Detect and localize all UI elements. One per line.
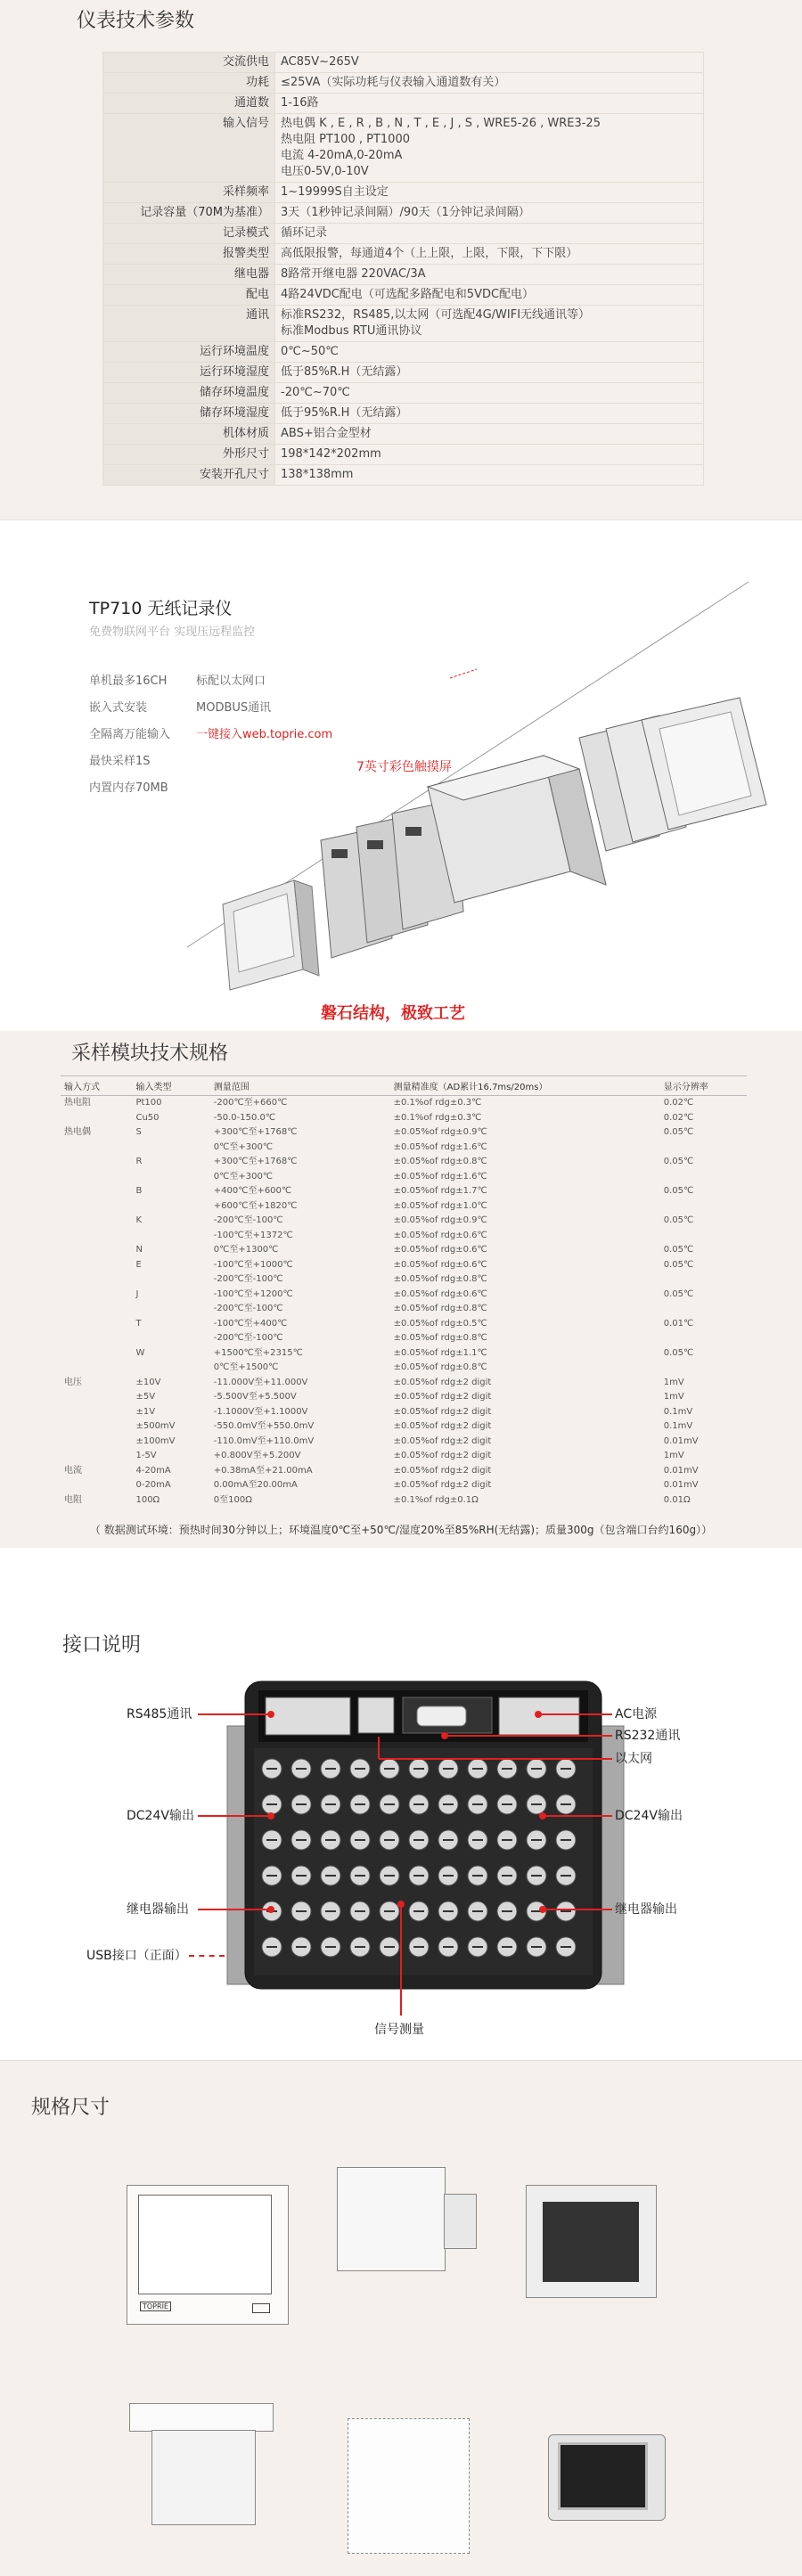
module-cell: ±0.05%of rdg±1.7℃ xyxy=(393,1186,487,1196)
module-cell: ±5V xyxy=(135,1392,156,1402)
module-cell: ±0.05%of rdg±0.9℃ xyxy=(393,1215,487,1225)
module-cell xyxy=(660,1361,747,1376)
module-cell: Pt100 xyxy=(135,1098,162,1108)
spec-key: 输入信号 xyxy=(103,114,275,183)
module-cell: Cu50 xyxy=(135,1112,160,1123)
spec-key: 继电器 xyxy=(103,265,275,285)
spec-value: 低于95%R.H（无结露） xyxy=(275,404,704,424)
module-cell: 0.1mV xyxy=(663,1421,693,1431)
module-cell: ±0.05%of rdg±0.8℃ xyxy=(393,1274,487,1284)
back-plates xyxy=(579,698,766,851)
spec-value: AC85V~265V xyxy=(275,53,704,73)
module-cell: 电流 xyxy=(64,1465,82,1476)
module-cell: +300℃至+1768℃ xyxy=(213,1127,298,1137)
spec-row xyxy=(103,265,704,285)
feature-item: 单机最多16CH xyxy=(89,675,168,688)
spec-value: ABS+铝合金型材 xyxy=(275,424,704,445)
module-title: 采样模块技术规格 xyxy=(71,1043,229,1065)
module-cell xyxy=(132,1199,209,1214)
module-cell xyxy=(132,1170,209,1185)
spec-value: 1-16路 xyxy=(275,94,704,114)
spec-row xyxy=(103,306,704,342)
module-cell: ±0.05%of rdg±1.0℃ xyxy=(393,1200,487,1211)
spec-row xyxy=(103,404,704,424)
module-row xyxy=(61,1449,747,1464)
module-cell: B xyxy=(135,1186,143,1196)
module-cell: ±0.1%of rdg±0.3℃ xyxy=(393,1112,482,1123)
label-rs232: RS232通讯 xyxy=(615,1729,681,1743)
module-cell xyxy=(61,1111,132,1126)
module-cell: ±0.05%of rdg±2 digit xyxy=(393,1421,492,1431)
feature-item: 内置内存70MB xyxy=(89,781,168,795)
module-cell xyxy=(61,1331,132,1346)
module-cell xyxy=(132,1302,209,1317)
module-cell xyxy=(61,1184,132,1199)
module-row xyxy=(61,1125,747,1141)
module-cell xyxy=(660,1331,747,1346)
module-cell xyxy=(61,1199,132,1214)
spec-key: 配电 xyxy=(103,285,275,306)
module-cell: ±0.05%of rdg±0.8℃ xyxy=(393,1333,487,1343)
module-row xyxy=(61,1243,747,1258)
module-cell: ±0.05%of rdg±0.5℃ xyxy=(393,1318,487,1329)
module-header: 测量精准度（AD累计16.7ms/20ms） xyxy=(390,1076,660,1096)
module-cell: 1-5V xyxy=(135,1451,157,1460)
module-cell: 0.05℃ xyxy=(663,1157,694,1166)
spec-row xyxy=(103,424,704,445)
module-cell xyxy=(132,1141,209,1156)
module-cell: ±0.05%of rdg±2 digit xyxy=(393,1480,492,1490)
module-cell xyxy=(61,1478,132,1493)
label-ethernet: 以太网 xyxy=(615,1752,652,1766)
spec-row xyxy=(103,285,704,306)
spec-value: 标准RS232，RS485,以太网（可选配4G/WIFI无线通讯等） 标准Modbus RTU通讯协议 xyxy=(275,306,704,342)
spec-key: 交流供电 xyxy=(103,53,275,73)
dimension-title: 规格尺寸 xyxy=(31,2097,110,2119)
spec-value: 8路常开继电器 220VAC/3A xyxy=(275,265,704,285)
feature-item: 全隔离万能输入 xyxy=(89,728,171,741)
module-cell: K xyxy=(135,1215,143,1225)
spec-key: 采样频率 xyxy=(103,183,275,203)
module-row xyxy=(61,1229,747,1244)
module-header: 显示分辨率 xyxy=(660,1076,747,1096)
spec-key: 运行环境温度 xyxy=(103,342,275,363)
module-cell: 0.05℃ xyxy=(663,1215,694,1225)
module-cell: 热电偶 xyxy=(64,1127,91,1137)
module-row xyxy=(61,1435,747,1450)
module-header: 输入类型 xyxy=(132,1076,209,1096)
module-cell xyxy=(61,1317,132,1332)
panel-cutout-drawing xyxy=(348,2418,470,2554)
spec-key: 机体材质 xyxy=(103,424,275,445)
module-row xyxy=(61,1096,747,1111)
module-cell: N xyxy=(135,1245,143,1255)
module-cell: +0.800V至+5.200V xyxy=(213,1451,301,1460)
module-cell xyxy=(132,1331,209,1346)
module-row xyxy=(61,1390,747,1405)
module-cell: 0至100Ω xyxy=(213,1494,252,1505)
spec-key: 记录模式 xyxy=(103,224,275,244)
module-cell: ±0.05%of rdg±1.6℃ xyxy=(393,1141,487,1152)
module-cell xyxy=(660,1170,747,1185)
module-cell: 4-20mA xyxy=(135,1465,171,1476)
module-cell: 100Ω xyxy=(135,1494,160,1505)
module-row xyxy=(61,1317,747,1332)
spec-key: 通道数 xyxy=(103,94,275,114)
module-cell: ±0.05%of rdg±2 digit xyxy=(393,1465,492,1476)
spec-value: 0℃~50℃ xyxy=(275,342,704,363)
module-cell: -100℃至+1000℃ xyxy=(213,1259,293,1270)
module-cell: 0.01Ω xyxy=(663,1494,691,1505)
module-cell: +1500℃至+2315℃ xyxy=(213,1347,303,1358)
spec-row xyxy=(103,224,704,244)
module-cell: 1mV xyxy=(663,1392,684,1402)
module-cell: ±0.05%of rdg±0.6℃ xyxy=(393,1288,487,1299)
module-cell: ±0.05%of rdg±2 digit xyxy=(393,1392,492,1402)
module-cell: T xyxy=(135,1318,142,1329)
module-row xyxy=(61,1376,747,1391)
module-row xyxy=(61,1170,747,1185)
module-row xyxy=(61,1478,747,1493)
feature-item: MODBUS通讯 xyxy=(196,701,272,715)
label-signal: 信号测量 xyxy=(374,2023,424,2037)
spec-row xyxy=(103,203,704,224)
dimension-section xyxy=(0,2060,802,2576)
module-cell: -110.0mV至+110.0mV xyxy=(213,1435,315,1446)
spec-key: 运行环境湿度 xyxy=(103,363,275,383)
spec-value: 高低限报警，每通道4个（上上限，上限，下限，下下限） xyxy=(275,244,704,265)
module-cell: 0℃至+300℃ xyxy=(213,1141,274,1152)
module-cell xyxy=(61,1346,132,1362)
module-cell xyxy=(61,1419,132,1435)
module-row xyxy=(61,1419,747,1435)
spec-row xyxy=(103,73,704,94)
spec-value: 138*138mm xyxy=(275,465,704,486)
spec-row xyxy=(103,383,704,404)
module-cell: 电压 xyxy=(64,1377,82,1387)
module-cell: ±0.05%of rdg±0.6℃ xyxy=(393,1259,487,1270)
spec-key: 安装开孔尺寸 xyxy=(103,465,275,486)
module-row xyxy=(61,1199,747,1214)
spec-row xyxy=(103,465,704,486)
module-cell: -200℃至-100℃ xyxy=(213,1215,283,1225)
spec-value: 低于85%R.H（无结露） xyxy=(275,363,704,383)
spec-value: 热电偶 K , E , R , B , N , T , E , J , S , WRE5-26 , WRE3-25 热电阻 PT100 , PT1000 电流 4-20mA,0-20mA 电压0-5V,0-10V xyxy=(275,114,704,183)
module-cell xyxy=(61,1302,132,1317)
spec-table xyxy=(102,52,704,486)
module-cell: -100℃至+400℃ xyxy=(213,1318,288,1329)
module-cell xyxy=(660,1229,747,1244)
perspective-view xyxy=(548,2434,666,2521)
module-cell: 0.00mA至20.00mA xyxy=(213,1480,298,1490)
product-section xyxy=(0,519,802,1031)
module-cell: W xyxy=(135,1347,145,1358)
spec-section xyxy=(0,0,802,519)
module-cell: 0.01℃ xyxy=(663,1318,694,1329)
spec-value: 198*142*202mm xyxy=(275,445,704,465)
module-cell: 电阻 xyxy=(64,1494,82,1505)
module-cell: ±0.1%of rdg±0.1Ω xyxy=(393,1494,479,1505)
module-cell: 0.02℃ xyxy=(663,1098,694,1108)
module-row xyxy=(61,1155,747,1170)
module-row xyxy=(61,1346,747,1362)
module-cell: +400℃至+600℃ xyxy=(213,1186,292,1196)
module-cell: ±0.05%of rdg±2 digit xyxy=(393,1377,492,1387)
spec-row xyxy=(103,114,704,183)
module-cell xyxy=(660,1302,747,1317)
spec-key: 记录容量（70M为基准） xyxy=(103,203,275,224)
module-cell: ±500mV xyxy=(135,1421,176,1431)
module-cell: ±100mV xyxy=(135,1435,176,1446)
module-cell xyxy=(132,1272,209,1288)
spec-value: 3天（1秒钟记录间隔）/90天（1分钟记录间隔） xyxy=(275,203,704,224)
rear-view-drawing xyxy=(526,2185,657,2298)
module-row xyxy=(61,1493,747,1509)
module-cell: J xyxy=(135,1288,139,1299)
module-cell: +0.38mA至+21.00mA xyxy=(213,1465,313,1476)
spec-row xyxy=(103,94,704,114)
module-row xyxy=(61,1302,747,1317)
spec-row xyxy=(103,183,704,203)
spec-value: 循环记录 xyxy=(275,224,704,244)
module-cell xyxy=(61,1258,132,1273)
module-row xyxy=(61,1141,747,1156)
module-cell: 0.05℃ xyxy=(663,1127,694,1137)
module-cell: 热电阻 xyxy=(64,1098,91,1108)
module-row xyxy=(61,1288,747,1303)
module-cell xyxy=(61,1229,132,1244)
top-view-body xyxy=(151,2430,256,2525)
module-cell: 0-20mA xyxy=(135,1480,171,1490)
module-cell xyxy=(132,1361,209,1376)
label-usb: USB接口（正面） xyxy=(86,1949,187,1963)
module-cell: 0.05℃ xyxy=(663,1245,694,1255)
interface-section xyxy=(0,1548,802,2060)
module-cell xyxy=(132,1229,209,1244)
module-cell: -100℃至+1372℃ xyxy=(213,1230,293,1240)
product-slogan: 磐石结构，极致工艺 xyxy=(321,1004,465,1023)
module-cell: 0.01mV xyxy=(663,1465,699,1476)
module-cell: 0.05℃ xyxy=(663,1288,694,1299)
module-cell: 0.01mV xyxy=(663,1480,699,1490)
side-view-drawing xyxy=(337,2167,446,2271)
module-cell: -200℃至-100℃ xyxy=(213,1274,283,1284)
label-dc24v-left: DC24V输出 xyxy=(127,1809,194,1823)
module-table xyxy=(61,1075,747,1508)
spec-key: 外形尺寸 xyxy=(103,445,275,465)
front-panel xyxy=(223,880,319,990)
spec-key: 储存环境湿度 xyxy=(103,404,275,424)
module-cell: -11.000V至+11.000V xyxy=(213,1377,308,1387)
label-rs485: RS485通讯 xyxy=(127,1707,192,1721)
module-cell: E xyxy=(135,1259,142,1270)
spec-row xyxy=(103,445,704,465)
module-cell xyxy=(660,1272,747,1288)
module-cell xyxy=(61,1405,132,1420)
module-cell: 0℃至+1500℃ xyxy=(213,1362,279,1372)
module-cell: ±0.05%of rdg±2 digit xyxy=(393,1406,492,1417)
module-cell: ±0.05%of rdg±1.1℃ xyxy=(393,1347,487,1358)
module-cell xyxy=(61,1288,132,1303)
module-note: （ 数据测试环境：预热时间30分钟以上；环境温度0℃至+50℃/湿度20%至85%RH(无结露)；质量300g（包含端口台约160g）） xyxy=(89,1524,713,1536)
module-cell: +300℃至+1768℃ xyxy=(213,1157,298,1166)
spec-key: 通讯 xyxy=(103,306,275,342)
module-cell xyxy=(61,1214,132,1229)
spec-row xyxy=(103,244,704,265)
module-cell: ±0.05%of rdg±0.8℃ xyxy=(393,1157,487,1166)
module-row xyxy=(61,1405,747,1420)
module-row xyxy=(61,1361,747,1376)
spec-value: 1~19999S自主设定 xyxy=(275,183,704,203)
module-cell xyxy=(660,1141,747,1156)
module-cell: ±0.05%of rdg±2 digit xyxy=(393,1435,492,1446)
module-cell: 0.05℃ xyxy=(663,1347,694,1358)
module-cell: -200℃至+660℃ xyxy=(213,1098,288,1108)
module-cell xyxy=(61,1449,132,1464)
module-cell: ±1V xyxy=(135,1406,156,1417)
module-cell xyxy=(61,1155,132,1170)
spec-row xyxy=(103,363,704,383)
module-cell: 0.01mV xyxy=(663,1435,699,1446)
module-cell: -50.0-150.0℃ xyxy=(213,1112,276,1123)
module-cell: 0.05℃ xyxy=(663,1259,694,1270)
interface-title: 接口说明 xyxy=(62,1634,142,1656)
label-relay-left: 继电器输出 xyxy=(127,1902,189,1917)
module-row xyxy=(61,1111,747,1126)
module-cell: -200℃至-100℃ xyxy=(213,1333,283,1343)
spec-row xyxy=(103,53,704,73)
module-row xyxy=(61,1258,747,1273)
module-cell xyxy=(61,1170,132,1185)
spec-key: 报警类型 xyxy=(103,244,275,265)
spec-title: 仪表技术参数 xyxy=(77,10,195,32)
module-cell: ±0.1%of rdg±0.3℃ xyxy=(393,1098,482,1108)
module-row xyxy=(61,1464,747,1479)
module-cell: ±0.05%of rdg±2 digit xyxy=(393,1451,492,1460)
module-cell: ±0.05%of rdg±0.9℃ xyxy=(393,1127,487,1137)
module-cell: -100℃至+1200℃ xyxy=(213,1288,293,1299)
label-relay-right: 继电器输出 xyxy=(615,1902,677,1917)
module-cell xyxy=(61,1390,132,1405)
label-dc24v-right: DC24V输出 xyxy=(615,1809,683,1823)
module-cell: -200℃至-100℃ xyxy=(213,1304,283,1313)
module-cell: 1mV xyxy=(663,1451,684,1460)
feature-item: 嵌入式安装 xyxy=(89,701,148,715)
front-view-drawing xyxy=(127,2185,289,2325)
module-header: 测量范围 xyxy=(210,1076,390,1096)
module-cell: 0℃至+300℃ xyxy=(213,1171,274,1182)
module-cell: -1.1000V至+1.1000V xyxy=(213,1406,308,1417)
spec-value: 4路24VDC配电（可选配多路配电和5VDC配电） xyxy=(275,285,704,306)
product-title: TP710 无纸记录仪 xyxy=(89,599,233,618)
module-cell: ±0.05%of rdg±1.6℃ xyxy=(393,1171,487,1182)
product-exploded-illustration xyxy=(0,519,802,1031)
module-cell: 0.05℃ xyxy=(663,1186,694,1196)
module-cell: ±0.05%of rdg±0.8℃ xyxy=(393,1304,487,1313)
housing xyxy=(428,756,606,903)
module-cell xyxy=(61,1272,132,1288)
module-cell xyxy=(61,1361,132,1376)
spec-key: 储存环境温度 xyxy=(103,383,275,404)
module-cell: ±0.05%of rdg±0.8℃ xyxy=(393,1362,487,1372)
screen-callout: 7英寸彩色触摸屏 xyxy=(356,760,452,774)
feature-item[interactable]: 一键接入web.toprie.com xyxy=(196,728,333,741)
module-cell: ±10V xyxy=(135,1377,161,1387)
module-cell: +600℃至+1820℃ xyxy=(213,1200,298,1211)
label-ac-power: AC电源 xyxy=(615,1707,658,1721)
module-cell: ±0.05%of rdg±0.6℃ xyxy=(393,1245,487,1255)
side-view-connector xyxy=(444,2194,477,2249)
spec-value: -20℃~70℃ xyxy=(275,383,704,404)
module-cell: S xyxy=(135,1127,142,1137)
module-row xyxy=(61,1214,747,1229)
module-cell: 0.1mV xyxy=(663,1406,693,1417)
module-cell: R xyxy=(135,1157,143,1166)
spec-row xyxy=(103,342,704,363)
module-row xyxy=(61,1331,747,1346)
module-cell xyxy=(61,1243,132,1258)
feature-item: 最快采样1S xyxy=(89,755,151,768)
brand-label: TOPRIE xyxy=(140,2302,171,2311)
spec-key: 功耗 xyxy=(103,73,275,94)
module-cell: -5.500V至+5.500V xyxy=(213,1392,297,1402)
module-header: 输入方式 xyxy=(61,1076,132,1096)
module-cell xyxy=(660,1199,747,1214)
module-cell: 0.02℃ xyxy=(663,1112,694,1123)
module-row xyxy=(61,1272,747,1288)
product-subtitle: 免费物联网平台 实现压远程监控 xyxy=(89,626,256,639)
spec-value: ≤25VA（实际功耗与仪表输入通道数有关） xyxy=(275,73,704,94)
module-row xyxy=(61,1184,747,1199)
module-cell xyxy=(61,1141,132,1156)
module-cell xyxy=(61,1435,132,1450)
top-view-drawing xyxy=(129,2403,274,2432)
module-cell: ±0.05%of rdg±0.6℃ xyxy=(393,1230,487,1240)
feature-item: 标配以太网口 xyxy=(196,675,266,688)
module-cell: 0℃至+1300℃ xyxy=(213,1245,279,1255)
module-cell: 1mV xyxy=(663,1377,684,1387)
module-cell: -550.0mV至+550.0mV xyxy=(213,1421,315,1431)
